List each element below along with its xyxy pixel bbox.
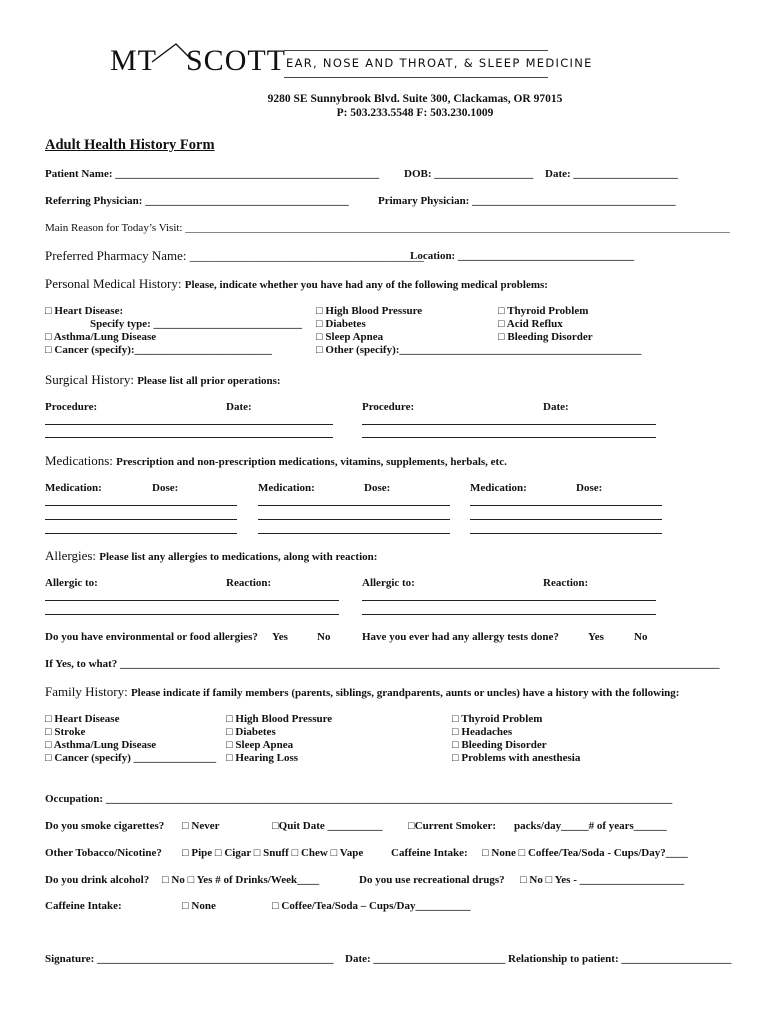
allergy-entry-line[interactable] bbox=[45, 600, 339, 601]
drugs-options[interactable]: □ No □ Yes - ___________________ bbox=[520, 874, 685, 886]
personal-history-heading: Personal Medical History: Please, indicate whether you have had any of the following medical problems: bbox=[45, 276, 548, 291]
tobacco-question: Other Tobacco/Nicotine? bbox=[45, 847, 162, 859]
clinic-phone-fax: P: 503.233.5548 F: 503.230.1009 bbox=[336, 107, 494, 119]
smoke-question: Do you smoke cigarettes? bbox=[45, 820, 165, 832]
personal-col1-item[interactable]: □ Asthma/Lung Disease bbox=[45, 331, 157, 343]
medications-instruction: Prescription and non-prescription medications, vitamins, supplements, herbals, etc. bbox=[116, 456, 507, 468]
form-title: Adult Health History Form bbox=[45, 137, 215, 153]
personal-col2-item[interactable]: □ Other (specify):____________________________________________ bbox=[316, 344, 642, 356]
procedure-entry-line[interactable] bbox=[45, 424, 333, 425]
dose-label: Dose: bbox=[364, 482, 391, 494]
env-allergy-no[interactable]: No bbox=[317, 631, 331, 643]
allergic-to-label: Allergic to: bbox=[362, 577, 415, 589]
family-col3-item[interactable]: □ Headaches bbox=[452, 726, 513, 738]
smoke-quit-option[interactable]: □Quit Date __________ bbox=[272, 820, 383, 832]
clinic-address: 9280 SE Sunnybrook Blvd. Suite 300, Clackamas, OR 97015 bbox=[267, 93, 563, 105]
occupation-field[interactable]: Occupation: _______________________________________________________________________________________________________ bbox=[45, 793, 673, 805]
smoke-current-option[interactable]: □Current Smoker: bbox=[408, 820, 497, 832]
family-col1-item[interactable]: □ Cancer (specify) _______________ bbox=[45, 752, 217, 764]
personal-col3-item[interactable]: □ Bleeding Disorder bbox=[498, 331, 593, 343]
personal-col1-item[interactable]: □ Cancer (specify):_________________________ bbox=[45, 344, 273, 356]
medications-heading: Medications: Prescription and non-prescription medications, vitamins, supplements, herbals, etc. bbox=[45, 453, 507, 468]
logo-tagline: EAR, NOSE AND THROAT, & SLEEP MEDICINE bbox=[286, 56, 593, 70]
pharmacy-name-field[interactable]: Preferred Pharmacy Name: ____________________________________ bbox=[45, 248, 424, 263]
personal-col3-item[interactable]: □ Thyroid Problem bbox=[498, 305, 589, 317]
allergy-test-yes[interactable]: Yes bbox=[588, 631, 604, 643]
personal-col1-item[interactable]: Specify type: ___________________________ bbox=[90, 318, 303, 330]
personal-col2-item[interactable]: □ Diabetes bbox=[316, 318, 366, 330]
procedure-date-label: Date: bbox=[226, 401, 252, 413]
procedure-date-label: Date: bbox=[543, 401, 569, 413]
logo-rule-top bbox=[284, 50, 548, 51]
signature-date-field[interactable]: Date: ________________________ bbox=[345, 953, 506, 965]
allergies-instruction: Please list any allergies to medications, along with reaction: bbox=[99, 551, 378, 563]
family-col2-item[interactable]: □ Diabetes bbox=[226, 726, 276, 738]
smoke-packs-field[interactable]: packs/day_____# of years______ bbox=[514, 820, 667, 832]
procedure-entry-line[interactable] bbox=[45, 437, 333, 438]
medication-entry-line[interactable] bbox=[470, 533, 662, 534]
allergy-if-yes-field[interactable]: If Yes, to what? _____________________________________________________________________________________________________________ bbox=[45, 658, 720, 670]
alcohol-question: Do you drink alcohol? bbox=[45, 874, 150, 886]
procedure-entry-line[interactable] bbox=[362, 437, 656, 438]
personal-col2-item[interactable]: □ Sleep Apnea bbox=[316, 331, 384, 343]
signature-field[interactable]: Signature: ___________________________________________ bbox=[45, 953, 334, 965]
allergic-to-label: Allergic to: bbox=[45, 577, 98, 589]
medication-entry-line[interactable] bbox=[45, 519, 237, 520]
caffeine-cups-option[interactable]: □ Coffee/Tea/Soda – Cups/Day__________ bbox=[272, 900, 471, 912]
medication-entry-line[interactable] bbox=[258, 505, 450, 506]
medication-label: Medication: bbox=[258, 482, 315, 494]
referring-physician-field[interactable]: Referring Physician: _____________________________________ bbox=[45, 195, 349, 207]
primary-physician-field[interactable]: Primary Physician: _____________________________________ bbox=[378, 195, 676, 207]
env-allergy-question: Do you have environmental or food allergies? bbox=[45, 631, 258, 643]
allergy-test-question: Have you ever had any allergy tests done? bbox=[362, 631, 559, 643]
env-allergy-yes[interactable]: Yes bbox=[272, 631, 288, 643]
procedure-entry-line[interactable] bbox=[362, 424, 656, 425]
medication-entry-line[interactable] bbox=[45, 505, 237, 506]
family-col2-item[interactable]: □ High Blood Pressure bbox=[226, 713, 333, 725]
tobacco-options[interactable]: □ Pipe □ Cigar □ Snuff □ Chew □ Vape bbox=[182, 847, 364, 859]
allergy-entry-line[interactable] bbox=[362, 614, 656, 615]
allergy-entry-line[interactable] bbox=[45, 614, 339, 615]
allergies-heading: Allergies: Please list any allergies to medications, along with reaction: bbox=[45, 548, 378, 563]
family-col1-item[interactable]: □ Asthma/Lung Disease bbox=[45, 739, 157, 751]
family-col3-item[interactable]: □ Problems with anesthesia bbox=[452, 752, 581, 764]
pharmacy-location-field[interactable]: Location: ________________________________ bbox=[410, 250, 634, 262]
personal-history-instruction: Please, indicate whether you have had any of the following medical problems: bbox=[184, 279, 548, 291]
medication-entry-line[interactable] bbox=[470, 505, 662, 506]
caffeine-inline-options[interactable]: □ None □ Coffee/Tea/Soda - Cups/Day?____ bbox=[482, 847, 688, 859]
caffeine-none-option[interactable]: □ None bbox=[182, 900, 216, 912]
family-col3-item[interactable]: □ Bleeding Disorder bbox=[452, 739, 547, 751]
reaction-label: Reaction: bbox=[543, 577, 589, 589]
caffeine-inline-label: Caffeine Intake: bbox=[391, 847, 468, 859]
medication-entry-line[interactable] bbox=[258, 519, 450, 520]
personal-col1-item[interactable]: □ Heart Disease: bbox=[45, 305, 124, 317]
patient-name-field[interactable]: Patient Name: ________________________________________________ bbox=[45, 168, 380, 180]
personal-col3-item[interactable]: □ Acid Reflux bbox=[498, 318, 563, 330]
allergy-entry-line[interactable] bbox=[362, 600, 656, 601]
family-col1-item[interactable]: □ Heart Disease bbox=[45, 713, 120, 725]
dose-label: Dose: bbox=[152, 482, 179, 494]
medication-label: Medication: bbox=[470, 482, 527, 494]
dob-field[interactable]: DOB: __________________ bbox=[404, 168, 534, 180]
medication-entry-line[interactable] bbox=[470, 519, 662, 520]
family-col2-item[interactable]: □ Hearing Loss bbox=[226, 752, 299, 764]
smoke-never-option[interactable]: □ Never bbox=[182, 820, 220, 832]
medication-label: Medication: bbox=[45, 482, 102, 494]
relationship-field[interactable]: Relationship to patient: ____________________ bbox=[508, 953, 732, 965]
surgical-instruction: Please list all prior operations: bbox=[137, 375, 281, 387]
visit-reason-field[interactable]: Main Reason for Today’s Visit: ___________________________________________________________________________________________________ bbox=[45, 222, 730, 234]
procedure-label: Procedure: bbox=[45, 401, 98, 413]
family-col1-item[interactable]: □ Stroke bbox=[45, 726, 86, 738]
family-col2-item[interactable]: □ Sleep Apnea bbox=[226, 739, 294, 751]
medication-entry-line[interactable] bbox=[45, 533, 237, 534]
medication-entry-line[interactable] bbox=[258, 533, 450, 534]
reaction-label: Reaction: bbox=[226, 577, 272, 589]
dose-label: Dose: bbox=[576, 482, 603, 494]
logo-text-scott: SCOTT bbox=[186, 44, 287, 77]
caffeine-label: Caffeine Intake: bbox=[45, 900, 122, 912]
logo-text-mt: MT bbox=[110, 44, 157, 77]
family-history-heading: Family History: Please indicate if family members (parents, siblings, grandparents, aunts or uncles) have a history with the following: bbox=[45, 684, 680, 699]
allergy-test-no[interactable]: No bbox=[634, 631, 648, 643]
alcohol-options[interactable]: □ No □ Yes # of Drinks/Week____ bbox=[162, 874, 320, 886]
procedure-label: Procedure: bbox=[362, 401, 415, 413]
logo-rule-bottom bbox=[284, 77, 548, 78]
personal-col2-item[interactable]: □ High Blood Pressure bbox=[316, 305, 423, 317]
surgical-heading: Surgical History: Please list all prior operations: bbox=[45, 372, 281, 387]
family-history-instruction: Please indicate if family members (parents, siblings, grandparents, aunts or uncles) have a history with the following: bbox=[130, 687, 680, 699]
date-field[interactable]: Date: ___________________ bbox=[545, 168, 678, 180]
drugs-question: Do you use recreational drugs? bbox=[359, 874, 505, 886]
family-col3-item[interactable]: □ Thyroid Problem bbox=[452, 713, 543, 725]
